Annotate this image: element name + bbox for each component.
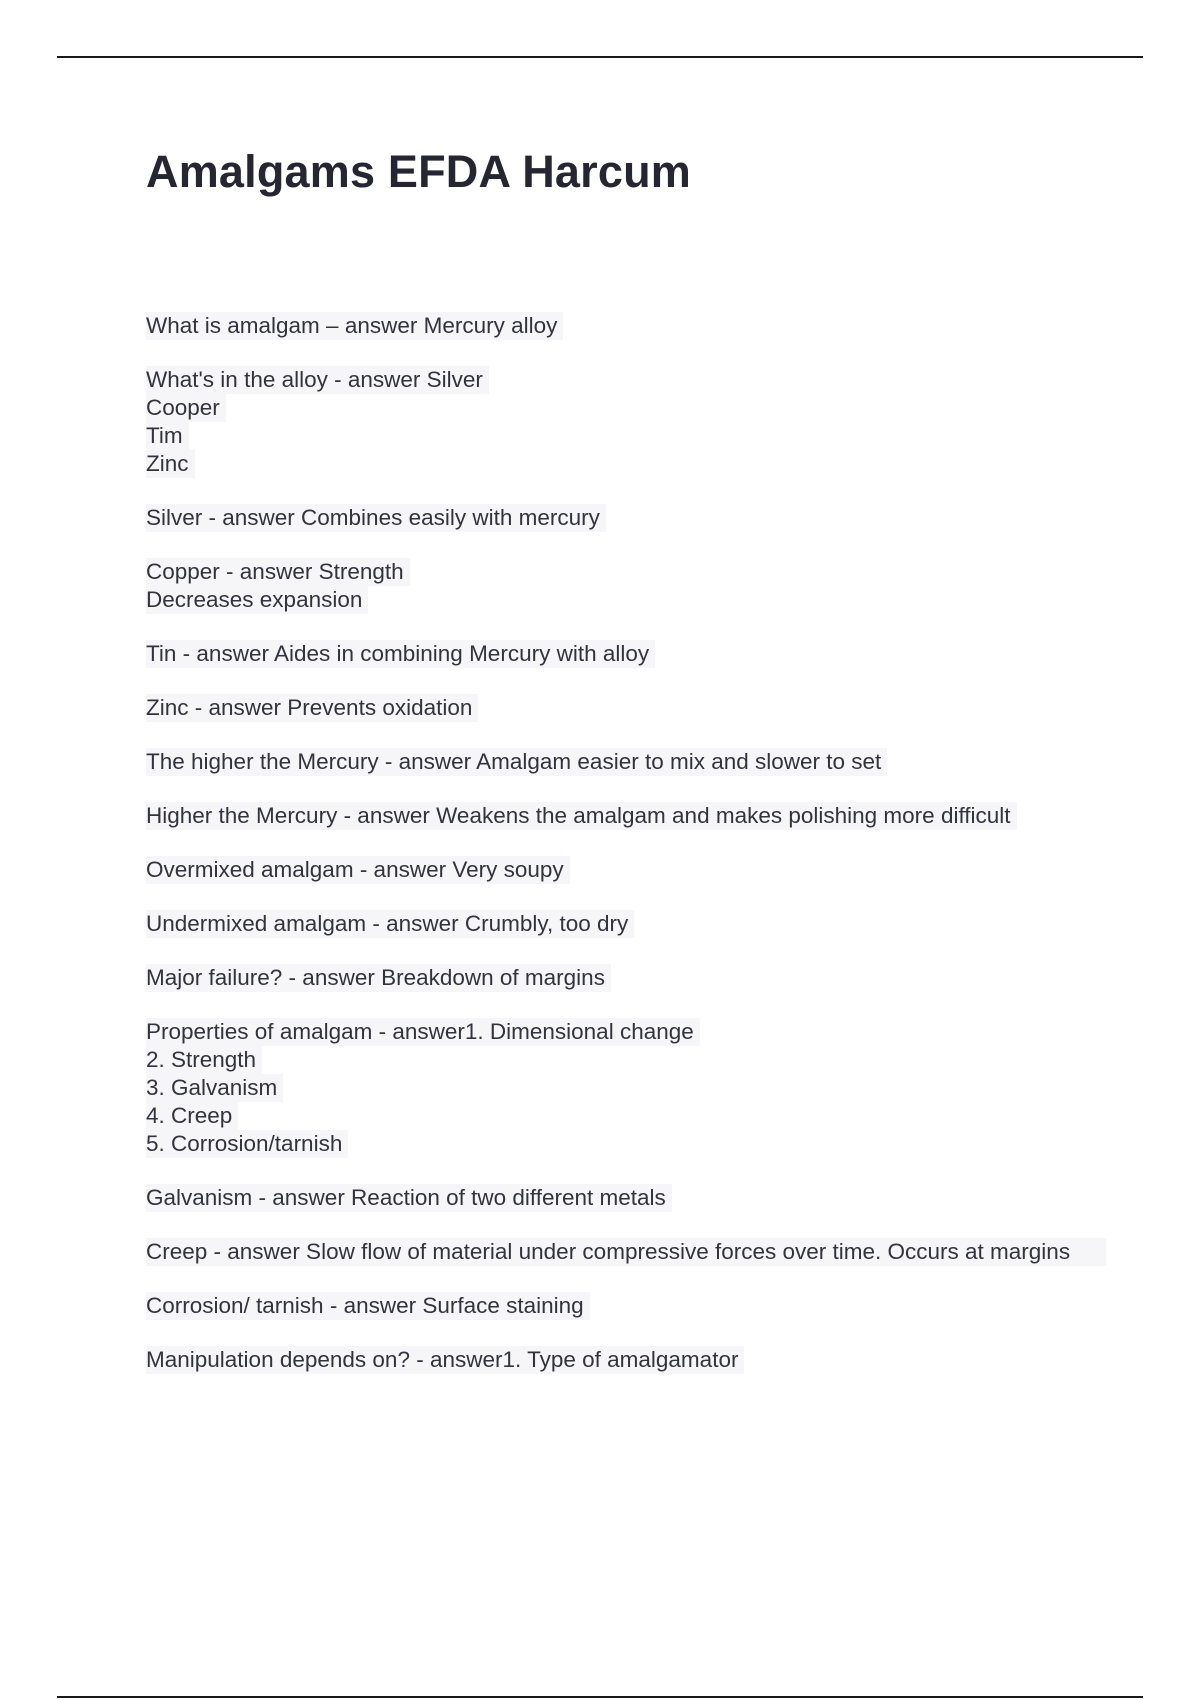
qa-line: What's in the alloy - answer Silver — [146, 366, 489, 394]
qa-entry — [146, 366, 1106, 478]
qa-entry — [146, 748, 1106, 776]
qa-line: 2. Strength — [146, 1046, 262, 1074]
qa-line: Cooper — [146, 394, 226, 422]
qa-line: Zinc - answer Prevents oxidation — [146, 694, 478, 722]
qa-line: Undermixed amalgam - answer Crumbly, too dry — [146, 910, 634, 938]
document-title: Amalgams EFDA Harcum — [146, 146, 691, 197]
qa-list — [146, 312, 1106, 1400]
qa-entry — [146, 1184, 1106, 1212]
qa-entry — [146, 856, 1106, 884]
qa-line: The higher the Mercury - answer Amalgam easier to mix and slower to set — [146, 748, 887, 776]
qa-entry — [146, 312, 1106, 340]
top-rule — [57, 56, 1143, 58]
qa-line: 5. Corrosion/tarnish — [146, 1130, 348, 1158]
qa-entry — [146, 802, 1106, 830]
qa-entry — [146, 504, 1106, 532]
qa-line: Zinc — [146, 450, 195, 478]
qa-line: Galvanism - answer Reaction of two different metals — [146, 1184, 672, 1212]
qa-line: Manipulation depends on? - answer1. Type of amalgamator — [146, 1346, 744, 1374]
qa-line: Properties of amalgam - answer1. Dimensional change — [146, 1018, 700, 1046]
qa-entry — [146, 964, 1106, 992]
qa-line: Overmixed amalgam - answer Very soupy — [146, 856, 570, 884]
qa-line: Decreases expansion — [146, 586, 368, 614]
qa-line: Tim — [146, 422, 189, 450]
qa-entry — [146, 1346, 1106, 1374]
qa-entry — [146, 1238, 1106, 1266]
qa-entry — [146, 694, 1106, 722]
qa-entry — [146, 1292, 1106, 1320]
qa-line: Higher the Mercury - answer Weakens the amalgam and makes polishing more difficult — [146, 802, 1017, 830]
qa-line: Tin - answer Aides in combining Mercury with alloy — [146, 640, 655, 668]
qa-line: Copper - answer Strength — [146, 558, 410, 586]
qa-line: Silver - answer Combines easily with mercury — [146, 504, 606, 532]
qa-line: Creep - answer Slow flow of material under compressive forces over time. Occurs at margins — [146, 1238, 1106, 1266]
qa-entry — [146, 910, 1106, 938]
qa-line: 4. Creep — [146, 1102, 238, 1130]
qa-entry — [146, 1018, 1106, 1158]
qa-entry — [146, 558, 1106, 614]
qa-line: 3. Galvanism — [146, 1074, 283, 1102]
qa-line: Corrosion/ tarnish - answer Surface staining — [146, 1292, 590, 1320]
bottom-rule — [57, 1696, 1143, 1698]
qa-line: Major failure? - answer Breakdown of margins — [146, 964, 611, 992]
qa-line: What is amalgam – answer Mercury alloy — [146, 312, 563, 340]
qa-entry — [146, 640, 1106, 668]
